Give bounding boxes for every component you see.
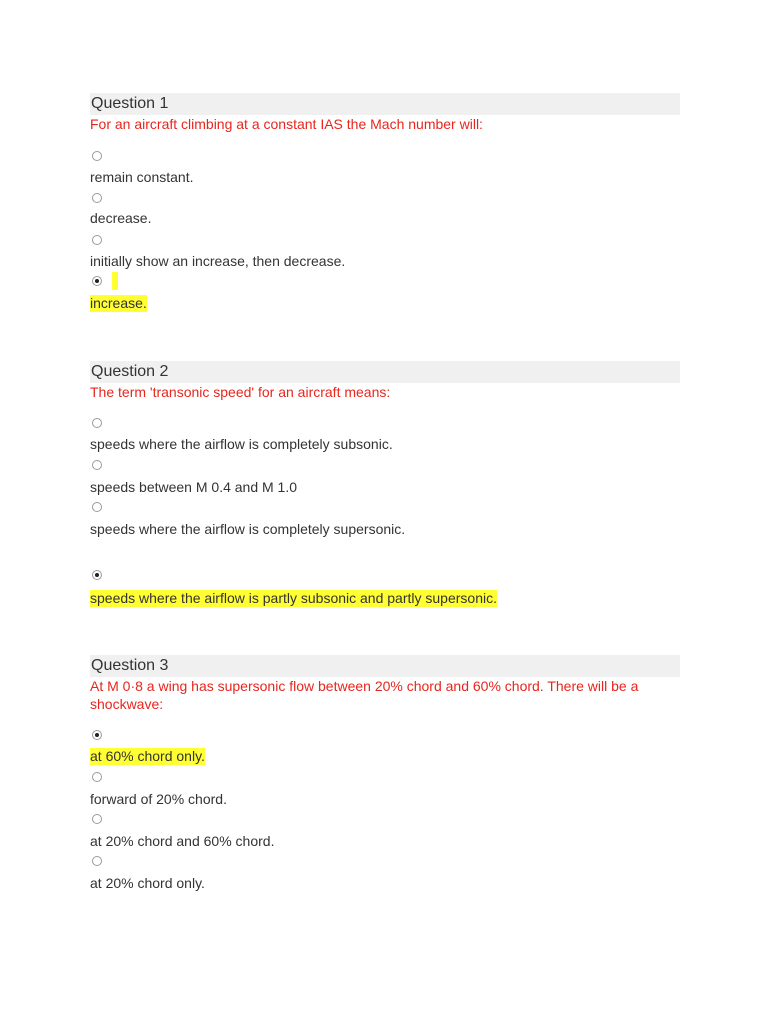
radio-button[interactable] xyxy=(92,460,102,470)
question-title: Question 2 xyxy=(90,361,680,383)
option-label: forward of 20% chord. xyxy=(90,791,227,807)
question-2 xyxy=(90,361,680,401)
radio-button-selected[interactable] xyxy=(92,276,102,286)
radio-button[interactable] xyxy=(92,193,102,203)
radio-button[interactable] xyxy=(92,151,102,161)
question-text: For an aircraft climbing at a constant IAS the Mach number will: xyxy=(90,116,483,132)
question-title: Question 1 xyxy=(90,93,680,115)
option-label: at 20% chord and 60% chord. xyxy=(90,833,275,849)
option-label: at 20% chord only. xyxy=(90,875,205,891)
question-3 xyxy=(90,655,680,713)
option-label: initially show an increase, then decrease. xyxy=(90,253,346,269)
highlight-mark xyxy=(112,272,118,290)
radio-button[interactable] xyxy=(92,814,102,824)
option-label-selected: speeds where the airflow is partly subsonic and partly supersonic. xyxy=(90,590,497,606)
radio-button[interactable] xyxy=(92,418,102,428)
question-1 xyxy=(90,93,680,133)
option-label-selected: increase. xyxy=(90,295,147,311)
option-label: speeds where the airflow is completely supersonic. xyxy=(90,521,406,537)
radio-button-selected[interactable] xyxy=(92,570,102,580)
option-label-selected: at 60% chord only. xyxy=(90,748,205,764)
option-label: speeds between M 0.4 and M 1.0 xyxy=(90,479,298,495)
question-text: The term 'transonic speed' for an aircraft means: xyxy=(90,384,391,400)
option-label: remain constant. xyxy=(90,169,194,185)
radio-button[interactable] xyxy=(92,772,102,782)
radio-button[interactable] xyxy=(92,502,102,512)
option-label: decrease. xyxy=(90,210,152,226)
radio-button[interactable] xyxy=(92,856,102,866)
question-text: At M 0·8 a wing has supersonic flow between 20% chord and 60% chord. There will be a shockwave: xyxy=(90,678,639,712)
radio-button[interactable] xyxy=(92,235,102,245)
radio-button-selected[interactable] xyxy=(92,730,102,740)
question-title: Question 3 xyxy=(90,655,680,677)
option-label: speeds where the airflow is completely subsonic. xyxy=(90,436,393,452)
